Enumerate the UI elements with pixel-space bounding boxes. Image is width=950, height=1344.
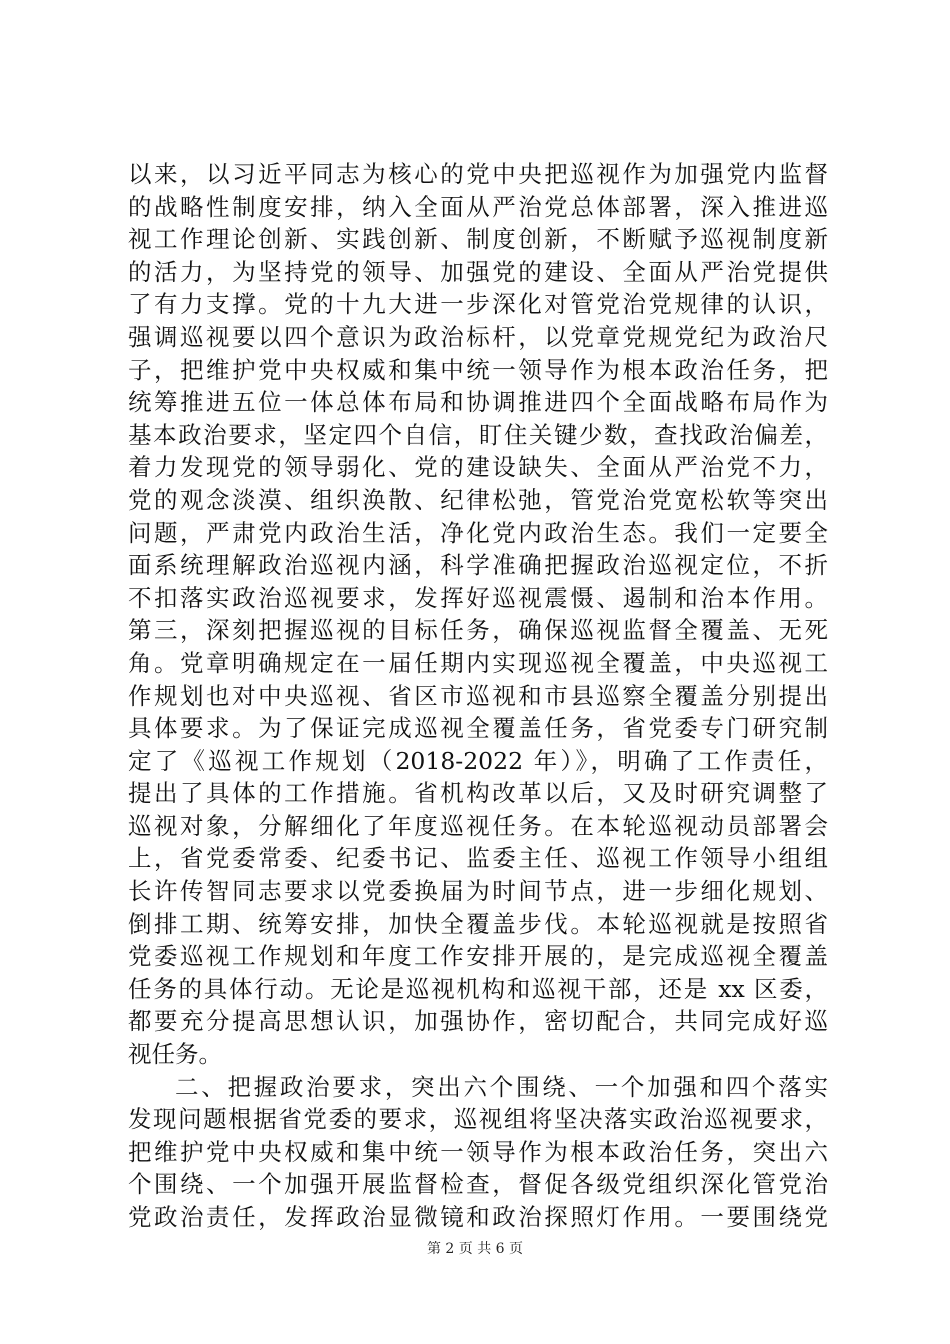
text-line: 问题，严肃党内政治生活，净化党内政治生态。我们一定要全 [128,518,828,547]
text-line: 的战略性制度安排，纳入全面从严治党总体部署，深入推进巡 [128,192,828,221]
text-line: 的活力，为坚持党的领导、加强党的建设、全面从严治党提供 [128,257,828,286]
text-line: 巡视对象，分解细化了年度巡视任务。在本轮巡视动员部署会 [128,811,828,840]
text-line: 以来，以习近平同志为核心的党中央把巡视作为加强党内监督 [128,160,828,188]
text-line: 不扣落实政治巡视要求，发挥好巡视震慑、遏制和治本作用。 [128,583,828,612]
text-line: 着力发现党的领导弱化、党的建设缺失、全面从严治党不力， [128,453,828,482]
text-line: 第三，深刻把握巡视的目标任务，确保巡视监督全覆盖、无死 [128,616,828,645]
text-line: 党委巡视工作规划和年度工作安排开展的，是完成巡视全覆盖 [128,942,828,971]
text-line: 党的观念淡漠、组织涣散、纪律松弛，管党治党宽松软等突出 [128,485,828,514]
text-line: 把维护党中央权威和集中统一领导作为根本政治任务，突出六 [128,1137,828,1166]
text-line: 定了《巡视工作规划（2018-2022 年）》，明确了工作责任， [128,746,828,775]
text-line: 面系统理解政治巡视内涵，科学准确把握政治巡视定位，不折 [128,551,828,580]
text-line: 了有力支撑。党的十九大进一步深化对管党治党规律的认识， [128,290,828,319]
text-line: 基本政治要求，坚定四个自信，盯住关键少数，查找政治偏差， [128,420,828,449]
text-line: 具体要求。为了保证完成巡视全覆盖任务，省党委专门研究制 [128,714,828,743]
text-line: 党政治责任，发挥政治显微镜和政治探照灯作用。一要围绕党 [128,1203,828,1231]
text-line: 长许传智同志要求以党委换届为时间节点，进一步细化规划、 [128,877,828,906]
text-line: 统筹推进五位一体总体布局和协调推进四个全面战略布局作为 [128,388,828,417]
body-text [128,158,828,1234]
text-line: 子，把维护党中央权威和集中统一领导作为根本政治任务，把 [128,355,828,384]
text-line: 任务的具体行动。无论是巡视机构和巡视干部，还是 xx 区委， [128,974,828,1003]
page-number-footer: 第 2 页 共 6 页 [426,1241,524,1257]
text-line: 作规划也对中央巡视、省区市巡视和市县巡察全覆盖分别提出 [128,681,828,710]
text-line: 倒排工期、统筹安排，加快全覆盖步伐。本轮巡视就是按照省 [128,909,828,938]
text-line: 视工作理论创新、实践创新、制度创新，不断赋予巡视制度新 [128,225,828,254]
text-line: 个围绕、一个加强开展监督检查，督促各级党组织深化管党治 [128,1170,828,1199]
text-line: 视任务。 [128,1040,222,1069]
text-line: 提出了具体的工作措施。省机构改革以后，又及时研究调整了 [128,779,828,808]
text-line: 强调巡视要以四个意识为政治标杆，以党章党规党纪为政治尺 [128,322,828,351]
text-line: 发现问题根据省党委的要求，巡视组将坚决落实政治巡视要求， [128,1105,828,1134]
section-heading-line: 二、把握政治要求，突出六个围绕、一个加强和四个落实 [175,1072,828,1101]
text-line: 都要充分提高思想认识，加强协作，密切配合，共同完成好巡 [128,1007,828,1036]
text-line: 上，省党委常委、纪委书记、监委主任、巡视工作领导小组组 [128,844,828,873]
text-line: 角。党章明确规定在一届任期内实现巡视全覆盖，中央巡视工 [128,648,828,677]
